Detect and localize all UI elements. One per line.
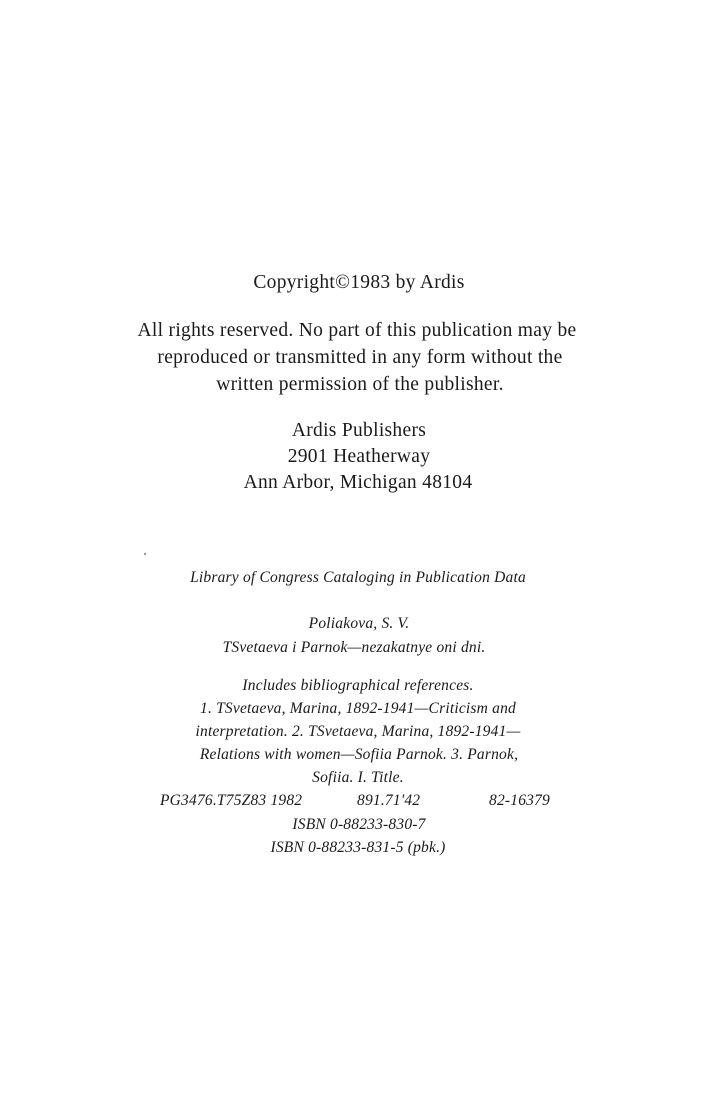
publisher-city: Ann Arbor, Michigan 48104 xyxy=(243,472,473,493)
cip-call-number: PG3476.T75Z83 1982 xyxy=(160,792,303,809)
copyright-line: Copyright©1983 by Ardis xyxy=(253,272,465,293)
cip-note-4: Relations with women—Sofiia Parnok. 3. Parnok, xyxy=(199,746,519,763)
rights-line-3: written permission of the publisher. xyxy=(216,374,504,395)
cip-note-1: Includes bibliographical references. xyxy=(242,677,474,694)
rights-line-2: reproduced or transmitted in any form without the xyxy=(157,347,563,368)
cip-title: TSvetaeva i Parnok—nezakatnye oni dni. xyxy=(222,639,486,656)
cip-heading: Library of Congress Cataloging in Publication Data xyxy=(190,569,526,586)
stray-mark xyxy=(144,553,146,555)
cip-note-2: 1. TSvetaeva, Marina, 1892-1941—Criticism and xyxy=(200,700,516,717)
publisher-street: 2901 Heatherway xyxy=(287,446,431,467)
cip-dewey: 891.71'42 xyxy=(357,792,421,809)
cip-note-5: Sofiia. I. Title. xyxy=(312,769,404,786)
cip-isbn-2: ISBN 0-88233-831-5 (pbk.) xyxy=(270,839,446,856)
cip-author: Poliakova, S. V. xyxy=(308,615,410,632)
cip-note-3: interpretation. 2. TSvetaeva, Marina, 1892-1941— xyxy=(195,723,521,740)
cip-lccn: 82-16379 xyxy=(489,792,551,809)
publisher-name: Ardis Publishers xyxy=(291,420,427,441)
rights-line-1: All rights reserved. No part of this publication may be xyxy=(137,320,577,341)
cip-isbn-1: ISBN 0-88233-830-7 xyxy=(292,816,426,833)
